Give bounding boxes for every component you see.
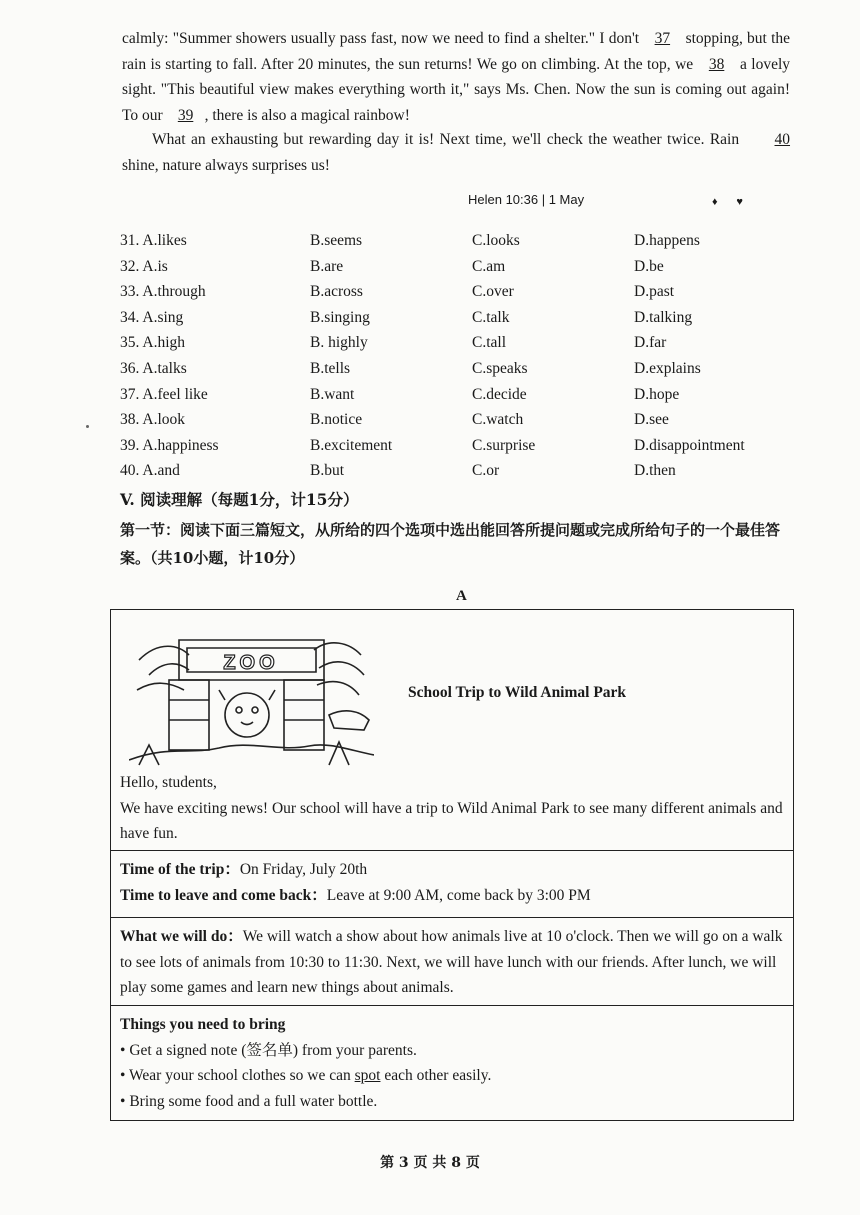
bring-item-3: • Bring some food and a full water bottle. [120, 1092, 378, 1110]
blank-40: 40 [774, 131, 791, 148]
option-choice: C.or [472, 462, 500, 480]
option-row [120, 382, 800, 408]
option-choice: 37. A.feel like [120, 385, 208, 403]
time-value: On Friday, July 20th [239, 861, 368, 878]
story-signature: Helen 10:36 | 1 May [468, 192, 585, 207]
intro-text: We have exciting news! Our school will have a trip to Wild Animal Park to see many different animals and have fun. [120, 799, 783, 842]
story-text: , there is also a magical rainbow! [204, 106, 410, 124]
option-choice: C.am [472, 257, 506, 275]
option-row [120, 407, 800, 433]
option-choice: 32. A.is [120, 257, 168, 275]
things-to-bring-section [111, 1005, 793, 1119]
bring-label: Things you need to bring [120, 1016, 286, 1033]
story-text: a lovely sight. "This beautiful view makes everything worth it," says Ms. Chen. Now the sun is coming out again! To our [122, 55, 791, 124]
option-choice: C.decide [472, 385, 527, 403]
activities-section [111, 917, 793, 1006]
option-choice: D.far [634, 334, 667, 352]
bring-item-1: • Get a signed note (签名单) from your parents. [120, 1041, 417, 1059]
option-choice: B. highly [310, 334, 368, 352]
leave-value: Leave at 9:00 AM, come back by 3:00 PM [326, 886, 591, 904]
option-row [120, 279, 800, 305]
option-choice: B.across [310, 283, 363, 301]
section-title: V. 阅读理解（每题1分，计15分） [120, 490, 359, 509]
options-table [120, 228, 800, 484]
option-choice: B.want [310, 385, 355, 403]
option-choice: 31. A.likes [120, 232, 187, 249]
option-choice: C.looks [472, 232, 520, 249]
option-choice: B.are [310, 257, 344, 275]
trip-time-section [111, 850, 793, 907]
option-choice: 33. A.through [120, 283, 206, 301]
zoo-sign-text: ZOO [223, 652, 279, 674]
option-choice: D.see [634, 411, 669, 429]
time-label: Time of the trip： [120, 861, 240, 878]
passage-letter: A [456, 588, 467, 604]
option-choice: 34. A.sing [120, 308, 184, 326]
greeting: Hello, students, [120, 774, 217, 791]
option-choice: C.speaks [472, 359, 528, 377]
notice-intro [120, 770, 785, 847]
zoo-gate-illustration [129, 620, 374, 770]
story-text: What an exhausting but rewarding day it is! Next time, we'll check the weather twice. Rain [152, 131, 740, 148]
option-choice: 36. A.talks [120, 359, 187, 377]
do-label: What we will do： [120, 928, 243, 945]
option-row [120, 433, 800, 459]
option-choice: 38. A.look [120, 411, 186, 429]
notice-box [110, 609, 794, 1121]
option-choice: B.notice [310, 411, 363, 429]
option-choice: C.tall [472, 334, 507, 352]
option-row [120, 356, 800, 382]
option-choice: D.be [634, 257, 664, 275]
story-paragraph-2 [122, 127, 790, 178]
option-choice: D.disappointment [634, 436, 745, 454]
option-row [120, 254, 800, 280]
story-text: calmly: "Summer showers usually pass fast, now we need to find a shelter." I don't [122, 30, 640, 47]
option-choice: B.singing [310, 308, 370, 326]
option-choice: D.past [634, 283, 675, 301]
option-choice: C.talk [472, 308, 510, 326]
option-choice: B.tells [310, 359, 351, 377]
page-footer: 第 3 页 共 8 页 [380, 1155, 480, 1171]
option-choice: B.excitement [310, 436, 393, 454]
section-description: 第一节：阅读下面三篇短文，从所给的四个选项中选出能回答所提问题或完成所给句子的一个最佳答案。（共10小题，计10分） [120, 521, 781, 567]
option-choice: D.happens [634, 232, 700, 249]
heart-icon: ♦ ♥ [712, 196, 751, 208]
option-choice: D.explains [634, 359, 701, 377]
option-choice: 40. A.and [120, 462, 180, 480]
option-choice: B.but [310, 462, 345, 480]
blank-38: 38 [708, 55, 725, 73]
blank-39: 39 [177, 106, 194, 124]
option-choice: B.seems [310, 232, 363, 249]
story-paragraph-1 [122, 26, 790, 128]
option-choice: 35. A.high [120, 334, 186, 352]
notice-title: School Trip to Wild Animal Park [408, 684, 627, 701]
option-choice: 39. A.happiness [120, 436, 219, 454]
leave-label: Time to leave and come back： [120, 886, 327, 904]
scan-dot [86, 425, 89, 428]
option-choice: C.over [472, 283, 514, 301]
story-text: shine, nature always surprises us! [122, 156, 330, 174]
bring-item-2: • Wear your school clothes so we can spot each other easily. [120, 1067, 492, 1084]
story-text: stopping, but the rain is starting to fall. After 20 minutes, the sun returns! We go on climbing. At the top, we [122, 30, 791, 73]
option-row [120, 228, 800, 254]
option-choice: C.watch [472, 411, 524, 429]
option-choice: C.surprise [472, 436, 536, 454]
option-choice: D.hope [634, 385, 680, 403]
blank-37: 37 [654, 30, 671, 47]
do-value: We will watch a show about how animals live at 10 o'clock. Then we will go on a walk to see lots of animals from 10:30 to 11:30. Next, we will have lunch with our friends. After lunch, we will play some games and learn new things about animals. [120, 928, 783, 996]
option-choice: D.then [634, 462, 676, 480]
option-choice: D.talking [634, 308, 693, 326]
underlined-word: spot [354, 1067, 381, 1084]
option-row [120, 305, 800, 331]
option-row [120, 458, 800, 484]
option-row [120, 330, 800, 356]
